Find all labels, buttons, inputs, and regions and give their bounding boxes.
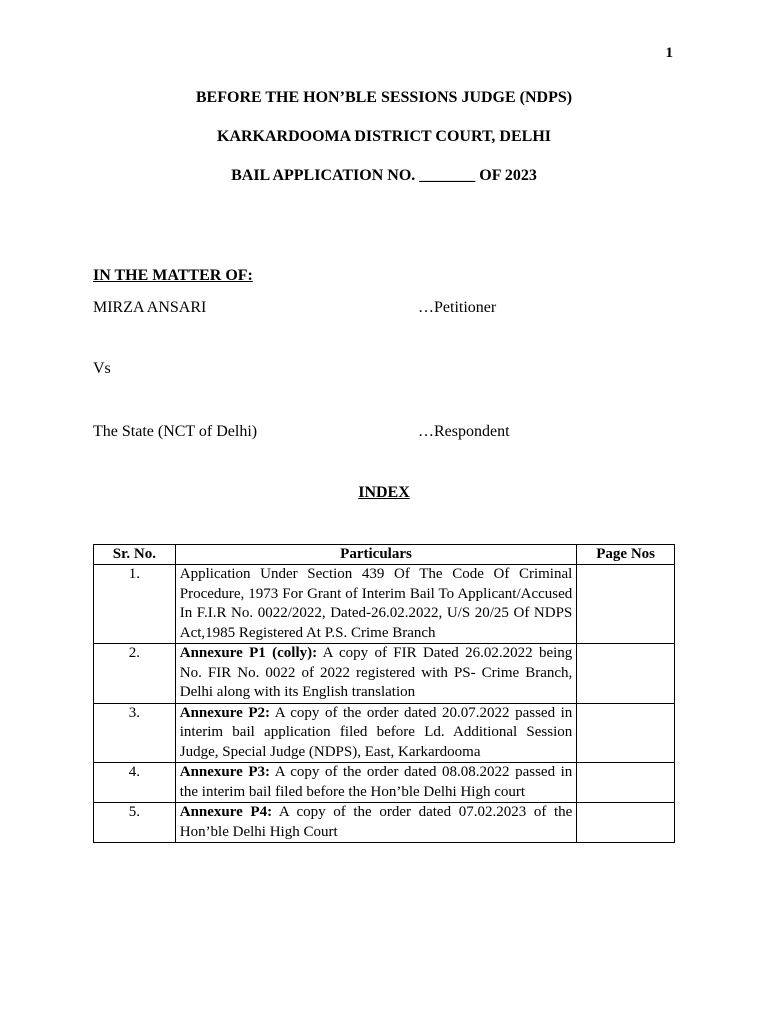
matter-heading: IN THE MATTER OF:	[93, 267, 253, 284]
sr-no-cell: 1.	[94, 565, 176, 644]
petitioner-role: …Petitioner	[418, 299, 497, 316]
court-name: KARKARDOOMA DISTRICT COURT, DELHI	[217, 128, 551, 145]
sr-no-cell: 4.	[94, 763, 176, 803]
index-header-row	[94, 545, 675, 565]
particulars-cell	[175, 703, 577, 763]
table-row	[94, 803, 675, 843]
index-title: INDEX	[358, 484, 410, 501]
index-table	[93, 544, 675, 843]
page-nos-cell	[577, 565, 675, 644]
table-row	[94, 565, 675, 644]
page-nos-cell	[577, 703, 675, 763]
particulars-cell	[175, 644, 577, 704]
annexure-label: Annexure P1 (colly):	[179, 645, 318, 661]
particulars-text: A copy of the order dated 07.02.2023 of the Hon’ble Delhi High Court	[179, 804, 573, 840]
page-nos-cell	[577, 763, 675, 803]
respondent-name: The State (NCT of Delhi)	[93, 423, 258, 440]
particulars-text: Application Under Section 439 Of The Code Of Criminal Procedure, 1973 For Grant of Interim Bail To Applicant/Accused In F.I.R No. 0022/2022, Dated-26.02.2022, U/S 20/25 Of NDPS Act,1985 Registered At P.S. Crime Branch	[179, 566, 573, 641]
sr-no-cell: 5.	[94, 803, 176, 843]
particulars-cell	[175, 565, 577, 644]
column-header-particulars: Particulars	[175, 545, 577, 565]
annexure-label: Annexure P2:	[179, 704, 270, 721]
particulars-cell	[175, 763, 577, 803]
particulars-text: A copy of the order dated 08.08.2022 passed in the interim bail filed before the Hon’ble Delhi High court	[179, 764, 573, 800]
column-header-page-nos: Page Nos	[577, 545, 675, 565]
sr-no-cell: 2.	[94, 644, 176, 704]
column-header-sr-no: Sr. No.	[94, 545, 176, 565]
particulars-text: A copy of FIR Dated 26.02.2022 being No. FIR No. 0022 of 2022 registered with PS- Crime Branch, Delhi along with its English translation	[179, 645, 573, 700]
particulars-cell	[175, 803, 577, 843]
page-number: 1	[665, 45, 673, 61]
court-heading: BEFORE THE HON’BLE SESSIONS JUDGE (NDPS)	[195, 89, 573, 106]
table-row	[94, 703, 675, 763]
sr-no-cell: 3.	[94, 703, 176, 763]
versus-label: Vs	[93, 360, 111, 377]
annexure-label: Annexure P3:	[179, 764, 270, 780]
table-row	[94, 763, 675, 803]
page-nos-cell	[577, 803, 675, 843]
page-nos-cell	[577, 644, 675, 704]
table-row	[94, 644, 675, 704]
petitioner-name: MIRZA ANSARI	[93, 299, 207, 316]
annexure-label: Annexure P4:	[179, 804, 273, 820]
respondent-role: …Respondent	[418, 423, 510, 440]
application-number: BAIL APPLICATION NO. _______ OF 2023	[231, 167, 537, 184]
particulars-text: A copy of the order dated 20.07.2022 passed in interim bail application filed before Ld. Additional Session Judge, Special Judge (NDPS), East, Karkardooma	[179, 704, 573, 760]
